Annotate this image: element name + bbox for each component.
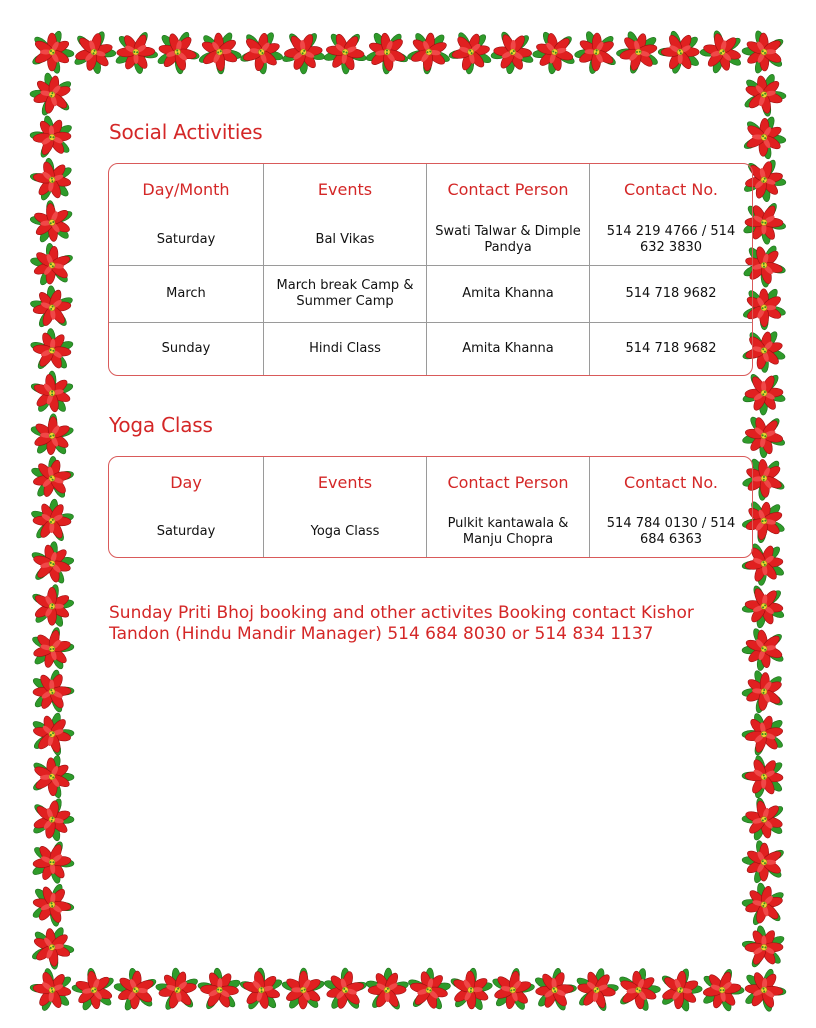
poinsettia-icon — [443, 24, 499, 80]
poinsettia-icon — [21, 832, 82, 893]
cell-contact-person: Amita Khanna — [427, 266, 590, 323]
cell-contact-person: Amita Khanna — [427, 323, 590, 375]
poinsettia-icon — [695, 26, 748, 79]
poinsettia-icon — [739, 583, 788, 631]
cell-day: Sunday — [109, 323, 264, 375]
cell-contact-no: 514 718 9682 — [625, 341, 717, 356]
poinsettia-icon — [365, 967, 410, 1011]
poinsettia-icon — [26, 708, 78, 760]
poinsettia-icon — [481, 959, 543, 1021]
cell-event: Yoga Class — [264, 507, 427, 557]
poinsettia-icon — [112, 966, 159, 1014]
cell-contact-no: 514 219 4766 / 514 632 3830 — [590, 214, 752, 266]
poinsettia-icon — [316, 23, 373, 80]
poinsettia-icon — [190, 22, 249, 80]
poinsettia-icon — [26, 537, 79, 590]
column-header-contact-person: Contact Person — [427, 164, 590, 214]
yoga-class-title: Yoga Class — [109, 413, 213, 437]
poinsettia-icon — [739, 624, 789, 675]
poinsettia-icon — [24, 918, 81, 975]
column-header-day-month: Day/Month — [109, 164, 264, 214]
table-row — [109, 266, 752, 323]
poinsettia-icon — [734, 747, 794, 808]
poinsettia-icon — [399, 21, 460, 82]
cell-day: Saturday — [109, 507, 264, 557]
cell-contact-no: 514 784 0130 / 514 684 6363 — [606, 516, 736, 547]
cell-contact-person: Pulkit kantawala & Manju Chopra — [427, 507, 590, 557]
poinsettia-icon — [24, 450, 79, 506]
poinsettia-icon — [736, 66, 792, 121]
poinsettia-icon — [528, 26, 580, 78]
table-row — [109, 214, 752, 266]
booking-contact-note: Sunday Priti Bhoj booking and other activites Booking contact Kishor Tandon (Hindu Mandir Manager) 514 684 8030 or 514 834 1137 — [109, 603, 694, 644]
poinsettia-icon — [27, 240, 76, 290]
poinsettia-icon — [23, 194, 81, 252]
table-row — [109, 507, 752, 557]
cell-day: Saturday — [109, 214, 264, 266]
column-header-contact-no: Contact No. — [624, 472, 718, 492]
poinsettia-icon — [31, 30, 74, 74]
poinsettia-icon — [402, 962, 456, 1017]
poinsettia-icon — [735, 917, 795, 977]
table-row — [109, 323, 752, 375]
poinsettia-icon — [191, 960, 250, 1019]
column-header-events: Events — [264, 164, 427, 214]
poinsettia-icon — [21, 873, 82, 935]
cell-contact-no: 514 718 9682 — [590, 266, 752, 323]
poinsettia-icon — [24, 321, 82, 379]
poinsettia-icon — [741, 839, 785, 884]
poinsettia-icon — [22, 577, 82, 637]
poinsettia-icon — [65, 962, 122, 1018]
yoga-class-table — [108, 456, 753, 558]
poinsettia-icon — [571, 965, 622, 1015]
cell-event: Hindi Class — [264, 323, 427, 375]
poinsettia-icon — [279, 29, 328, 77]
poinsettia-icon — [735, 662, 793, 720]
cell-contact-person: Swati Talwar & Dimple Pandya — [427, 214, 590, 266]
poinsettia-icon — [22, 107, 83, 168]
column-header-events: Events — [264, 457, 427, 507]
poinsettia-icon — [24, 792, 80, 848]
column-header-contact-no: Contact No. — [624, 179, 718, 199]
poinsettia-icon — [441, 960, 502, 1020]
poinsettia-icon — [736, 793, 791, 847]
poinsettia-icon — [29, 498, 75, 543]
poinsettia-icon — [737, 877, 791, 930]
poinsettia-icon — [525, 960, 583, 1018]
cell-day: March — [109, 266, 264, 323]
social-activities-title: Social Activities — [109, 120, 263, 144]
cell-event: March break Camp & Summer Camp — [264, 266, 427, 323]
poinsettia-icon — [489, 29, 536, 75]
poinsettia-icon — [318, 963, 371, 1017]
column-header-contact-person: Contact Person — [427, 457, 590, 507]
poinsettia-icon — [24, 67, 80, 122]
poinsettia-icon — [67, 26, 122, 80]
poinsettia-icon — [231, 960, 293, 1022]
poinsettia-icon — [741, 29, 786, 75]
poinsettia-icon — [742, 114, 788, 161]
poinsettia-icon — [734, 703, 796, 765]
table-header-row — [109, 164, 752, 214]
poinsettia-icon — [29, 753, 75, 800]
poinsettia-icon — [21, 618, 83, 680]
poinsettia-icon — [146, 21, 208, 83]
poinsettia-icon — [273, 960, 333, 1020]
poinsettia-icon — [237, 27, 287, 78]
column-header-day: Day — [109, 457, 264, 507]
poinsettia-icon — [22, 661, 81, 720]
social-activities-table — [108, 163, 753, 376]
poinsettia-icon — [741, 371, 788, 417]
poinsettia-icon — [27, 283, 77, 332]
table-header-row — [109, 457, 752, 507]
poinsettia-icon — [356, 21, 418, 82]
cell-event: Bal Vikas — [264, 214, 427, 266]
poinsettia-icon — [152, 964, 204, 1015]
poinsettia-icon — [615, 965, 663, 1014]
